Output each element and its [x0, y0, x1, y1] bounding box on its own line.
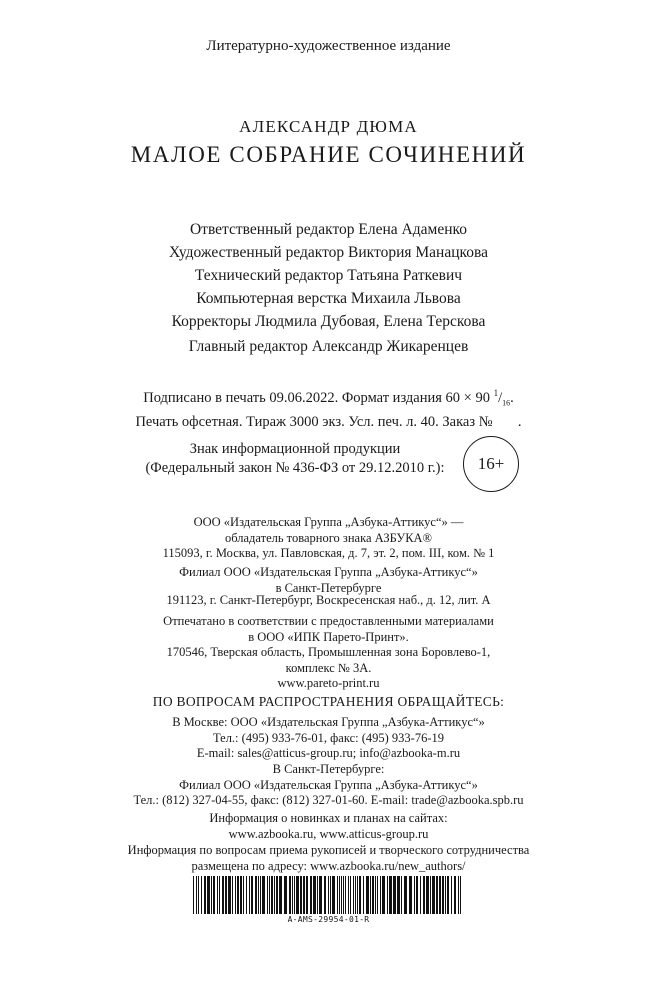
barcode-bar [375, 876, 376, 914]
spb-line: Тел.: (812) 327-04-55, факс: (812) 327-01-60. E-mail: trade@azbooka.spb.ru [133, 793, 524, 807]
barcode-bar [284, 876, 287, 914]
barcode-bar [372, 876, 374, 914]
spb-line: Филиал ООО «Издательская Группа „Азбука-Аттикус“» [179, 777, 478, 792]
barcode-bar [393, 876, 396, 914]
printer-line: в ООО «ИПК Парето-Принт». [248, 629, 409, 644]
format-fraction-numerator: 1 [493, 388, 499, 398]
barcode-bar [330, 876, 331, 914]
barcode-bar [416, 876, 418, 914]
credit-line: Художественный редактор Виктория Манацкова [169, 244, 488, 261]
barcode-bar [442, 876, 444, 914]
barcode-bar [196, 876, 197, 914]
barcode-bar [246, 876, 247, 914]
publisher-line: обладатель товарного знака АЗБУКА® [224, 530, 433, 545]
barcode-bar [217, 876, 218, 914]
barcode-bar [423, 876, 425, 914]
barcode-bar [292, 876, 293, 914]
barcode-bar [319, 876, 322, 914]
credit-line: Ответственный редактор Елена Адаменко [189, 221, 467, 238]
age-rating-badge: 16+ [463, 436, 519, 492]
barcode-bar [389, 876, 392, 914]
info-sign-line-2: (Федеральный закон № 436-ФЗ от 29.12.2010 г.): [145, 460, 445, 476]
barcode-bar [237, 876, 239, 914]
book-title: МАЛОЕ СОБРАНИЕ СОЧИНЕНИЙ [130, 142, 527, 167]
branch-address [0, 593, 657, 609]
barcode-bar [294, 876, 295, 914]
barcode-bar [439, 876, 441, 914]
barcode-bar [258, 876, 259, 914]
genre-line: Литературно-художественное издание [206, 38, 451, 54]
barcode-bar [271, 876, 273, 914]
barcode-bar [339, 876, 340, 914]
barcode-bar [337, 876, 338, 914]
publisher-line: ООО «Издательская Группа „Азбука-Аттикус“» — [193, 515, 464, 529]
branch-line: Филиал ООО «Издательская Группа „Азбука-Аттикус“» [179, 565, 478, 579]
barcode-bar [207, 876, 210, 914]
barcode-bar [404, 876, 407, 914]
info-sign-text [130, 440, 460, 478]
barcode-bar [460, 876, 461, 914]
barcode-bar [343, 876, 344, 914]
spb-line: В Санкт-Петербурге: [272, 762, 385, 776]
author-name: АЛЕКСАНДР ДЮМА [239, 117, 418, 136]
barcode-bar [306, 876, 308, 914]
print-format-text: Подписано в печать 09.06.2022. Формат издания 60 × 90 [143, 389, 494, 406]
credit-line: Корректоры Людмила Дубовая, Елена Терскова [171, 313, 486, 330]
distribution-heading: ПО ВОПРОСАМ РАСПРОСТРАНЕНИЯ ОБРАЩАЙТЕСЬ: [152, 694, 505, 709]
barcode-bar [204, 876, 206, 914]
authors-line: размещена по адресу: www.azbooka.ru/new_authors/ [191, 858, 466, 873]
barcode-bar [370, 876, 371, 914]
barcode-bar [432, 876, 435, 914]
distribution-moscow [0, 715, 657, 762]
moscow-line: E-mail: sales@atticus-group.ru; info@azbooka-m.ru [196, 746, 461, 760]
barcode-bar [353, 876, 354, 914]
format-fraction-denominator: 16 [502, 398, 511, 408]
barcode-bar [426, 876, 429, 914]
news-line: www.azbooka.ru, www.atticus-group.ru [228, 826, 429, 841]
barcode-bar [454, 876, 456, 914]
moscow-line: В Москве: ООО «Издательская Группа „Азбука-Аттикус“» [172, 715, 485, 729]
barcode-bar [341, 876, 342, 914]
barcode-bar [359, 876, 361, 914]
barcode-bar [262, 876, 265, 914]
barcode-bar [447, 876, 449, 914]
barcode-bar [430, 876, 431, 914]
news-line: Информация о новинках и планах на сайтах: [209, 811, 448, 825]
news-info [0, 811, 657, 842]
barcode-bar [380, 876, 381, 914]
barcode-bar [289, 876, 291, 914]
barcode-bar [296, 876, 299, 914]
barcode-bar [310, 876, 312, 914]
barcode-bar [193, 876, 194, 914]
barcode-bar [363, 876, 364, 914]
barcode-bar [198, 876, 199, 914]
barcode-bar [401, 876, 402, 914]
barcode [191, 876, 466, 924]
barcode-bar [267, 876, 268, 914]
barcode-bar [232, 876, 233, 914]
barcode-bar [251, 876, 253, 914]
barcode-bar [274, 876, 275, 914]
barcode-bar [219, 876, 220, 914]
moscow-line: Тел.: (495) 933-76-01, факс: (495) 933-76-19 [212, 730, 445, 745]
barcode-bar [332, 876, 335, 914]
barcode-bar [222, 876, 224, 914]
barcode-bar [445, 876, 446, 914]
format-fraction-separator: / [498, 389, 503, 406]
barcode-bar [409, 876, 412, 914]
print-info-line-2: Печать офсетная. Тираж 3000 экз. Усл. печ. л. 40. Заказ № . [135, 413, 522, 430]
barcode-bar [357, 876, 358, 914]
barcode-bar [458, 876, 459, 914]
barcode-bar [235, 876, 236, 914]
barcode-bar [328, 876, 329, 914]
chief-editor: Главный редактор Александр Жикаренцев [188, 338, 469, 355]
barcode-bar [382, 876, 385, 914]
barcode-bar [300, 876, 302, 914]
credit-line: Компьютерная верстка Михаила Львова [196, 290, 461, 307]
barcode-bar [350, 876, 351, 914]
printer-website: www.pareto-print.ru [277, 676, 380, 690]
barcode-bar [249, 876, 250, 914]
distribution-spb [0, 762, 657, 809]
barcode-bar [276, 876, 278, 914]
barcode-bar [348, 876, 349, 914]
credits-list [0, 218, 657, 333]
barcode-bar [345, 876, 346, 914]
authors-line: Информация по вопросам приема рукописей и творческого сотрудничества [127, 843, 530, 857]
barcode-bar [279, 876, 282, 914]
barcode-bar [201, 876, 202, 914]
barcode-bar [414, 876, 415, 914]
credit-line: Технический редактор Татьяна Раткевич [194, 267, 463, 284]
print-info [0, 384, 657, 432]
barcode-bar [211, 876, 212, 914]
barcode-bar [377, 876, 378, 914]
branch-address-line: 191123, г. Санкт-Петербург, Воскресенская наб., д. 12, лит. А [166, 593, 491, 607]
barcode-bar [397, 876, 400, 914]
barcode-bar [317, 876, 318, 914]
barcode-bar [269, 876, 270, 914]
barcode-graphic [191, 876, 466, 914]
printer-line: 170546, Тверская область, Промышленная зона Боровлево-1, [166, 645, 491, 659]
barcode-bar [366, 876, 369, 914]
branch-block [0, 565, 657, 596]
barcode-bar [225, 876, 227, 914]
barcode-bar [420, 876, 421, 914]
printer-line: Отпечатано в соответствии с предоставленными материалами [163, 614, 494, 628]
printer-block [0, 614, 657, 692]
barcode-bar [213, 876, 215, 914]
barcode-bar [303, 876, 305, 914]
publisher-block [0, 515, 657, 562]
authors-info [0, 843, 657, 874]
barcode-bar [355, 876, 356, 914]
info-sign-line-1: Знак информационной продукции [189, 441, 401, 457]
barcode-bar [243, 876, 244, 914]
printer-line: комплекс № 3А. [285, 660, 372, 675]
barcode-bar [324, 876, 326, 914]
publisher-line: 115093, г. Москва, ул. Павловская, д. 7, эт. 2, пом. III, ком. № 1 [162, 546, 495, 560]
barcode-bar [255, 876, 257, 914]
barcode-bar [260, 876, 261, 914]
barcode-bar [313, 876, 316, 914]
print-info-line-1 [0, 384, 657, 413]
barcode-code: A-AMS-29954-01-R [287, 915, 370, 924]
print-format-end: . [510, 389, 514, 406]
barcode-bar [240, 876, 242, 914]
barcode-bar [451, 876, 452, 914]
barcode-bar [387, 876, 388, 914]
barcode-bar [436, 876, 438, 914]
branch-line: в Санкт-Петербурге [275, 580, 382, 595]
barcode-bar [228, 876, 231, 914]
